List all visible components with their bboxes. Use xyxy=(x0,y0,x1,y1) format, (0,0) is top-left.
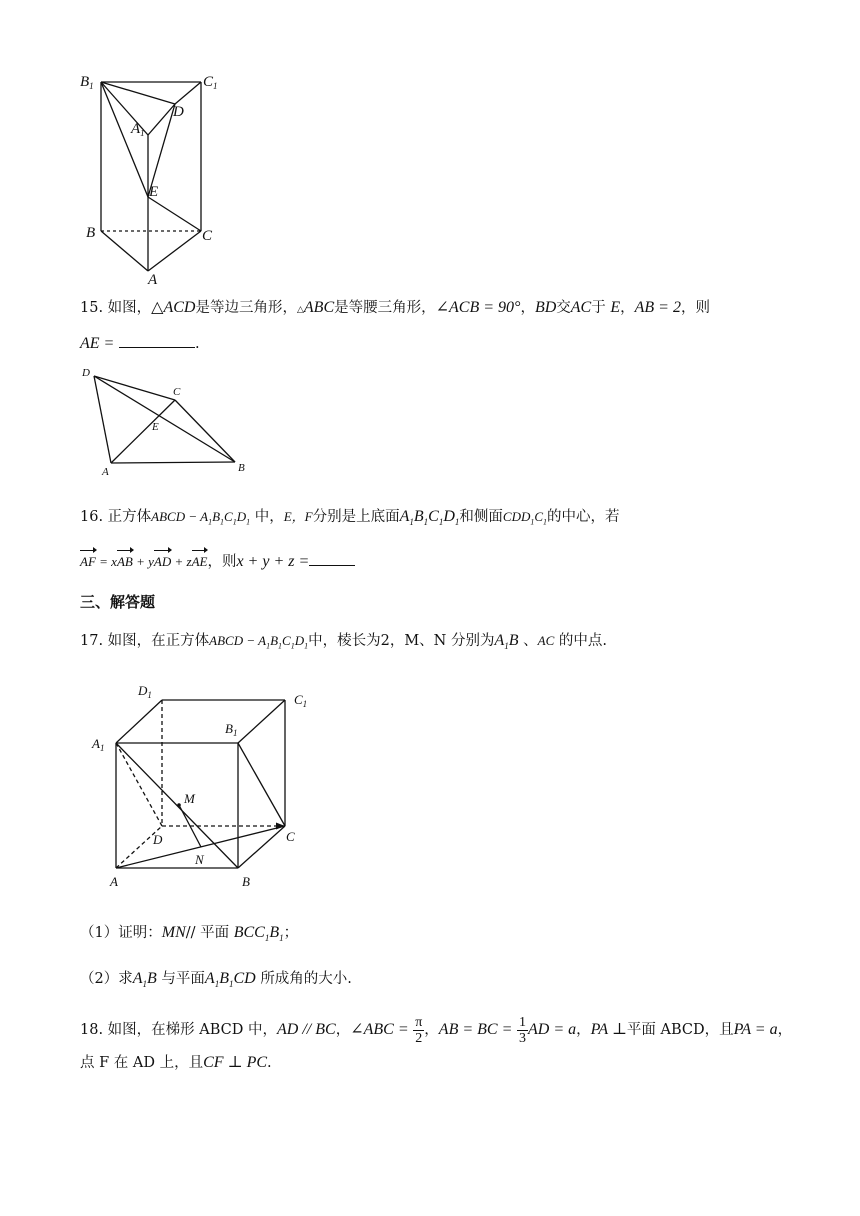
section-title: 三、解答题 xyxy=(80,593,156,611)
q15-line1: 15. 如图，△ACD是等边三角形，△ABC是等腰三角形，∠ACB = 90°，BD交AC于 E，AB = 2，则 xyxy=(80,299,710,316)
answer-blank[interactable] xyxy=(309,551,355,566)
q17-line: 17. 如图，在正方体ABCD − $A_1B_1C_1D_1$中，棱长为2，M、N 分别为$A_1B$ 、AC 的中点. xyxy=(80,632,607,652)
label-E: E xyxy=(149,184,159,200)
label-C1: $C_1$ xyxy=(294,692,308,709)
q17-part2: （2）求$A_1B$ 与平面$A_1B_1CD$ 所成角的大小. xyxy=(80,970,352,990)
label-B: B xyxy=(242,874,250,889)
label-D: D xyxy=(173,104,184,120)
label-C: C xyxy=(286,829,295,844)
fraction-pi-over-2: $\frac{\pi}{2}$ xyxy=(415,1014,423,1046)
label-M: M xyxy=(184,791,195,806)
label-C1: $C_1$ xyxy=(203,74,218,91)
label-D: D xyxy=(82,367,90,379)
label-D1: $D_1$ xyxy=(138,683,152,700)
label-A1: $A_1$ xyxy=(131,121,145,138)
q15-line2: AE = . xyxy=(80,335,200,352)
answer-blank[interactable] xyxy=(119,333,195,348)
label-B: B xyxy=(86,225,96,241)
label-B: B xyxy=(238,462,245,474)
label-A: A xyxy=(110,874,118,889)
figure-cube xyxy=(88,680,328,895)
label-D: D xyxy=(153,832,163,847)
q17-part1: （1）证明：MN// 平面 $BCC_1B_1$； xyxy=(80,924,299,944)
q18-line1: 18. 如图，在梯形 ABCD 中，AD // BC，∠ABC = $\frac{\pi}{2}$ ，AB = BC = $\frac{1}{3}$ AD = a，PA ⊥平面 ABCD，且PA = a， xyxy=(80,1014,793,1046)
label-N: N xyxy=(195,852,204,867)
fraction-one-third: $\frac{1}{3}$ xyxy=(519,1014,526,1046)
label-B1: $B_1$ xyxy=(225,721,238,738)
q16-line1: 16. 正方体ABCD − $A_1B_1C_1D_1$ 中，E，F分别是上底面$A_1B_1C_1D_1$和侧面$CDD_1C_1$的中心，若 xyxy=(80,508,620,528)
figure-triangles xyxy=(78,362,258,477)
label-A: A xyxy=(148,272,158,288)
q18-line2: 点 F 在 AD 上，且CF ⊥ PC. xyxy=(80,1054,272,1071)
label-C: C xyxy=(202,228,213,244)
figure-prism xyxy=(78,62,238,292)
label-A1: $A_1$ xyxy=(92,736,105,753)
q16-line2: AF = xAB + yAD + zAE，则x + y + z = xyxy=(80,551,355,573)
label-C: C xyxy=(173,386,181,398)
label-E: E xyxy=(152,421,159,433)
label-A: A xyxy=(102,466,109,478)
label-B1: $B_1$ xyxy=(80,74,94,91)
